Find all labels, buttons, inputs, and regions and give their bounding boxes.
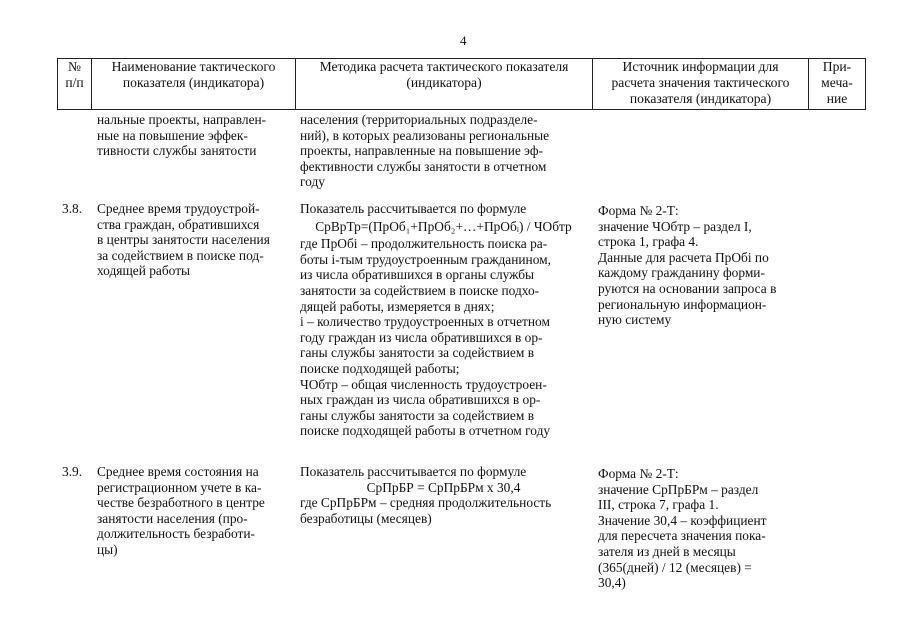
method-intro: Показатель рассчитывается по формуле: [300, 464, 527, 479]
page-number: 4: [460, 33, 467, 48]
header-method: Методика расчета тактического показателя (индикатора): [319, 59, 569, 90]
method-description: Показатель рассчитывается по формуле СрВрТр=(ПрОб₁+ПрОб₂+…+ПрОбᵢ) / ЧОбтр где ПрОбі – продолжительность поиска ра- боты і-тым трудоустроенным гражданином, из числа обратившихся в органы службы занятости за содействием в поиске подхо- дящей работы, измеряется в днях; і – количество трудоустроенных в отчетном году граждан из числа обратившихся в ор- ганы службы занятости за содействием в поиске подходящей работы; ЧОбтр – общая численность трудоустроен- ных граждан из числа обратившихся в ор- ганы службы занятости за содействием в поиске подходящей работы в отчетном году: [300, 201, 587, 439]
header-source: Источник информации для расчета значения тактического показателя (индикатора): [611, 59, 790, 106]
method-description: Показатель рассчитывается по формуле СрПрБР = СрПрБРм х 30,4 где СрПрБРм – средняя продолжительность безработицы (месяцев): [300, 464, 587, 526]
continuation-name-text: нальные проекты, направлен- ные на повышение эффек- тивности службы занятости: [97, 112, 267, 159]
info-source: Форма № 2-Т: значение ЧОбтр – раздел I, строка 1, графа 4. Данные для расчета ПрОбі по каждому гражданину форми- руются на основании запроса в региональную информацион- ную систему: [598, 203, 777, 328]
continuation-method-text: населения (территориальных подразделе- ний), в которых реализованы региональные проекты, направленные на повышение эф- фективности службы занятости в отчетном году: [300, 112, 550, 190]
row-number: 3.8.: [62, 201, 83, 216]
header-number: № п/п: [65, 59, 84, 90]
formula: СрВрТр=(ПрОб₁+ПрОб₂+…+ПрОбᵢ) / ЧОбтр: [315, 218, 572, 234]
header-bottom-border: [57, 109, 865, 110]
header-name: Наименование тактического показателя (индикатора): [111, 59, 276, 90]
method-intro: Показатель рассчитывается по формуле: [300, 201, 527, 216]
row-number: 3.9.: [62, 464, 83, 479]
info-source: Форма № 2-Т: значение СрПрБРм – раздел III, строка 7, графа 1. Значение 30,4 – коэффициент для пересчета значения пока- зателя из дней в месяцы (365(дней) / 12 (месяцев) = 30,4): [598, 466, 767, 591]
header-notes: При- меча- ние: [821, 59, 853, 106]
formula: СрПрБР = СрПрБРм х 30,4: [366, 479, 521, 495]
indicator-name: Среднее время состояния на регистрационном учете в ка- честве безработного в центре занятости населения (про- должительность безработи- цы): [97, 464, 265, 557]
indicator-name: Среднее время трудоустрой- ства граждан, обратившихся в центры занятости населения за содействием в поиске под- ходящей работы: [97, 201, 270, 279]
header-col-divider: [865, 58, 866, 110]
